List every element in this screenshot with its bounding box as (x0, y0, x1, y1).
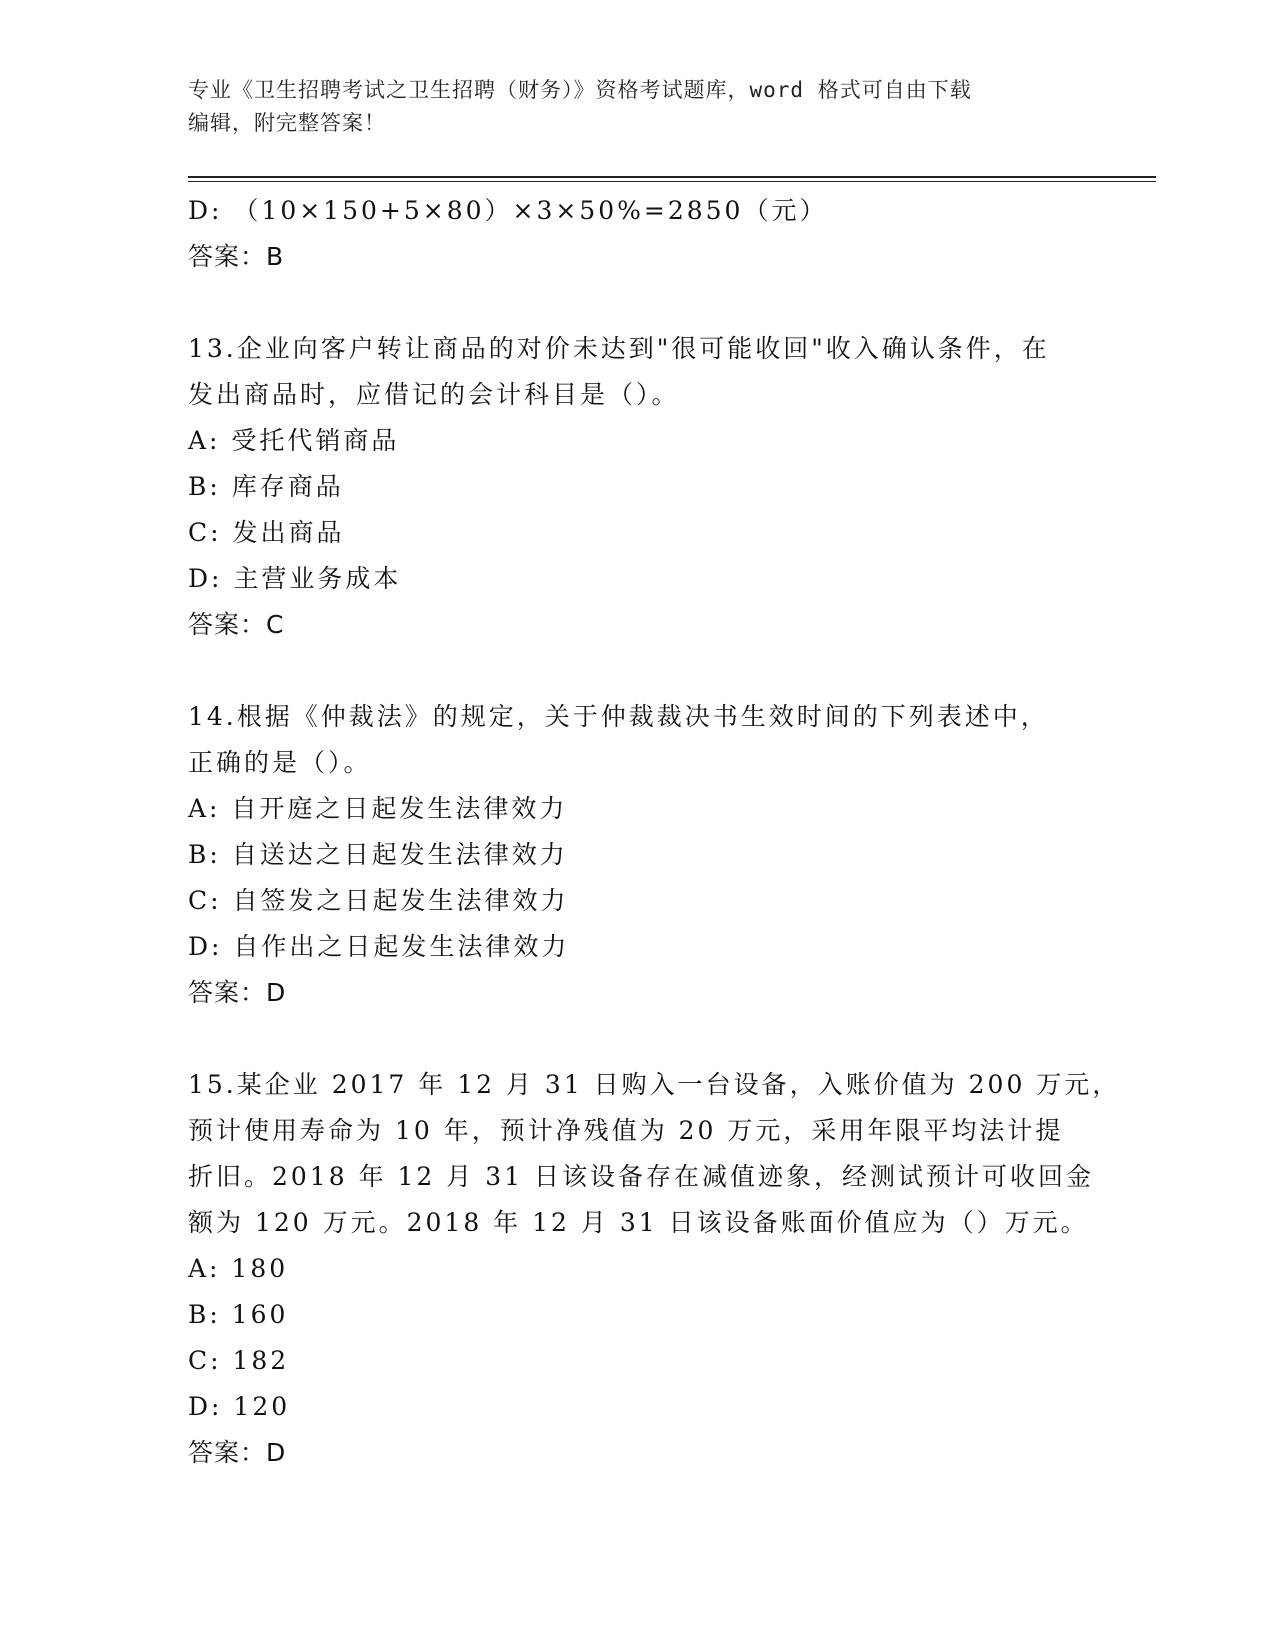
question-line: 折旧。2018 年 12 月 31 日该设备存在减值迹象，经测试预计可收回金 (188, 1162, 1094, 1191)
option-a: A: 受托代销商品 (188, 426, 400, 455)
question-line: 15.某企业 2017 年 12 月 31 日购入一台设备，入账价值为 200 万元， (188, 1070, 1121, 1099)
header-divider-thick (188, 176, 1156, 178)
question-15 (188, 1062, 1121, 1476)
question-14 (188, 694, 1088, 1016)
question-text (188, 694, 1088, 786)
option-b: B: 160 (188, 1300, 289, 1329)
option-c: C: 发出商品 (188, 518, 345, 547)
question-content (188, 188, 1121, 1476)
spacer (188, 280, 1088, 326)
question-line: 14.根据《仲裁法》的规定，关于仲裁裁决书生效时间的下列表述中， (188, 702, 1049, 731)
answer-line: 答案：D (188, 978, 287, 1007)
question-line: 预计使用寿命为 10 年，预计净残值为 20 万元，采用年限平均法计提 (188, 1116, 1064, 1145)
answer-line: 答案：C (188, 610, 285, 639)
document-header (188, 74, 1068, 140)
question-line: 发出商品时，应借记的会计科目是（）。 (188, 380, 680, 409)
previous-question-tail (188, 188, 1088, 280)
option-b: B: 自送达之日起发生法律效力 (188, 840, 568, 869)
header-line-1: 专业《卫生招聘考试之卫生招聘（财务）》资格考试题库，word 格式可自由下载 (188, 78, 972, 102)
question-line: 13.企业向客户转让商品的对价未达到"很可能收回"收入确认条件，在 (188, 334, 1050, 363)
option-d: D: 自作出之日起发生法律效力 (188, 932, 570, 961)
spacer (188, 1016, 1088, 1062)
option-d: D: 120 (188, 1392, 291, 1421)
answer-line: 答案：B (188, 242, 285, 271)
answer-line: 答案：D (188, 1438, 287, 1467)
option-c: C: 自签发之日起发生法律效力 (188, 886, 569, 915)
option-b: B: 库存商品 (188, 472, 344, 501)
option-d: D: 主营业务成本 (188, 564, 402, 593)
question-text (188, 1062, 1121, 1246)
question-line: 正确的是（）。 (188, 748, 372, 777)
header-divider-thin (188, 181, 1156, 182)
question-13 (188, 326, 1088, 648)
question-text (188, 326, 1088, 418)
option-a: A: 自开庭之日起发生法律效力 (188, 794, 568, 823)
option-d: D: （10×150+5×80）×3×50%=2850（元） (188, 196, 828, 225)
question-line: 额为 120 万元。2018 年 12 月 31 日该设备账面价值应为（）万元。 (188, 1208, 1089, 1237)
spacer (188, 648, 1088, 694)
header-line-2: 编辑，附完整答案！ (188, 111, 386, 135)
option-c: C: 182 (188, 1346, 290, 1375)
option-a: A: 180 (188, 1254, 289, 1283)
